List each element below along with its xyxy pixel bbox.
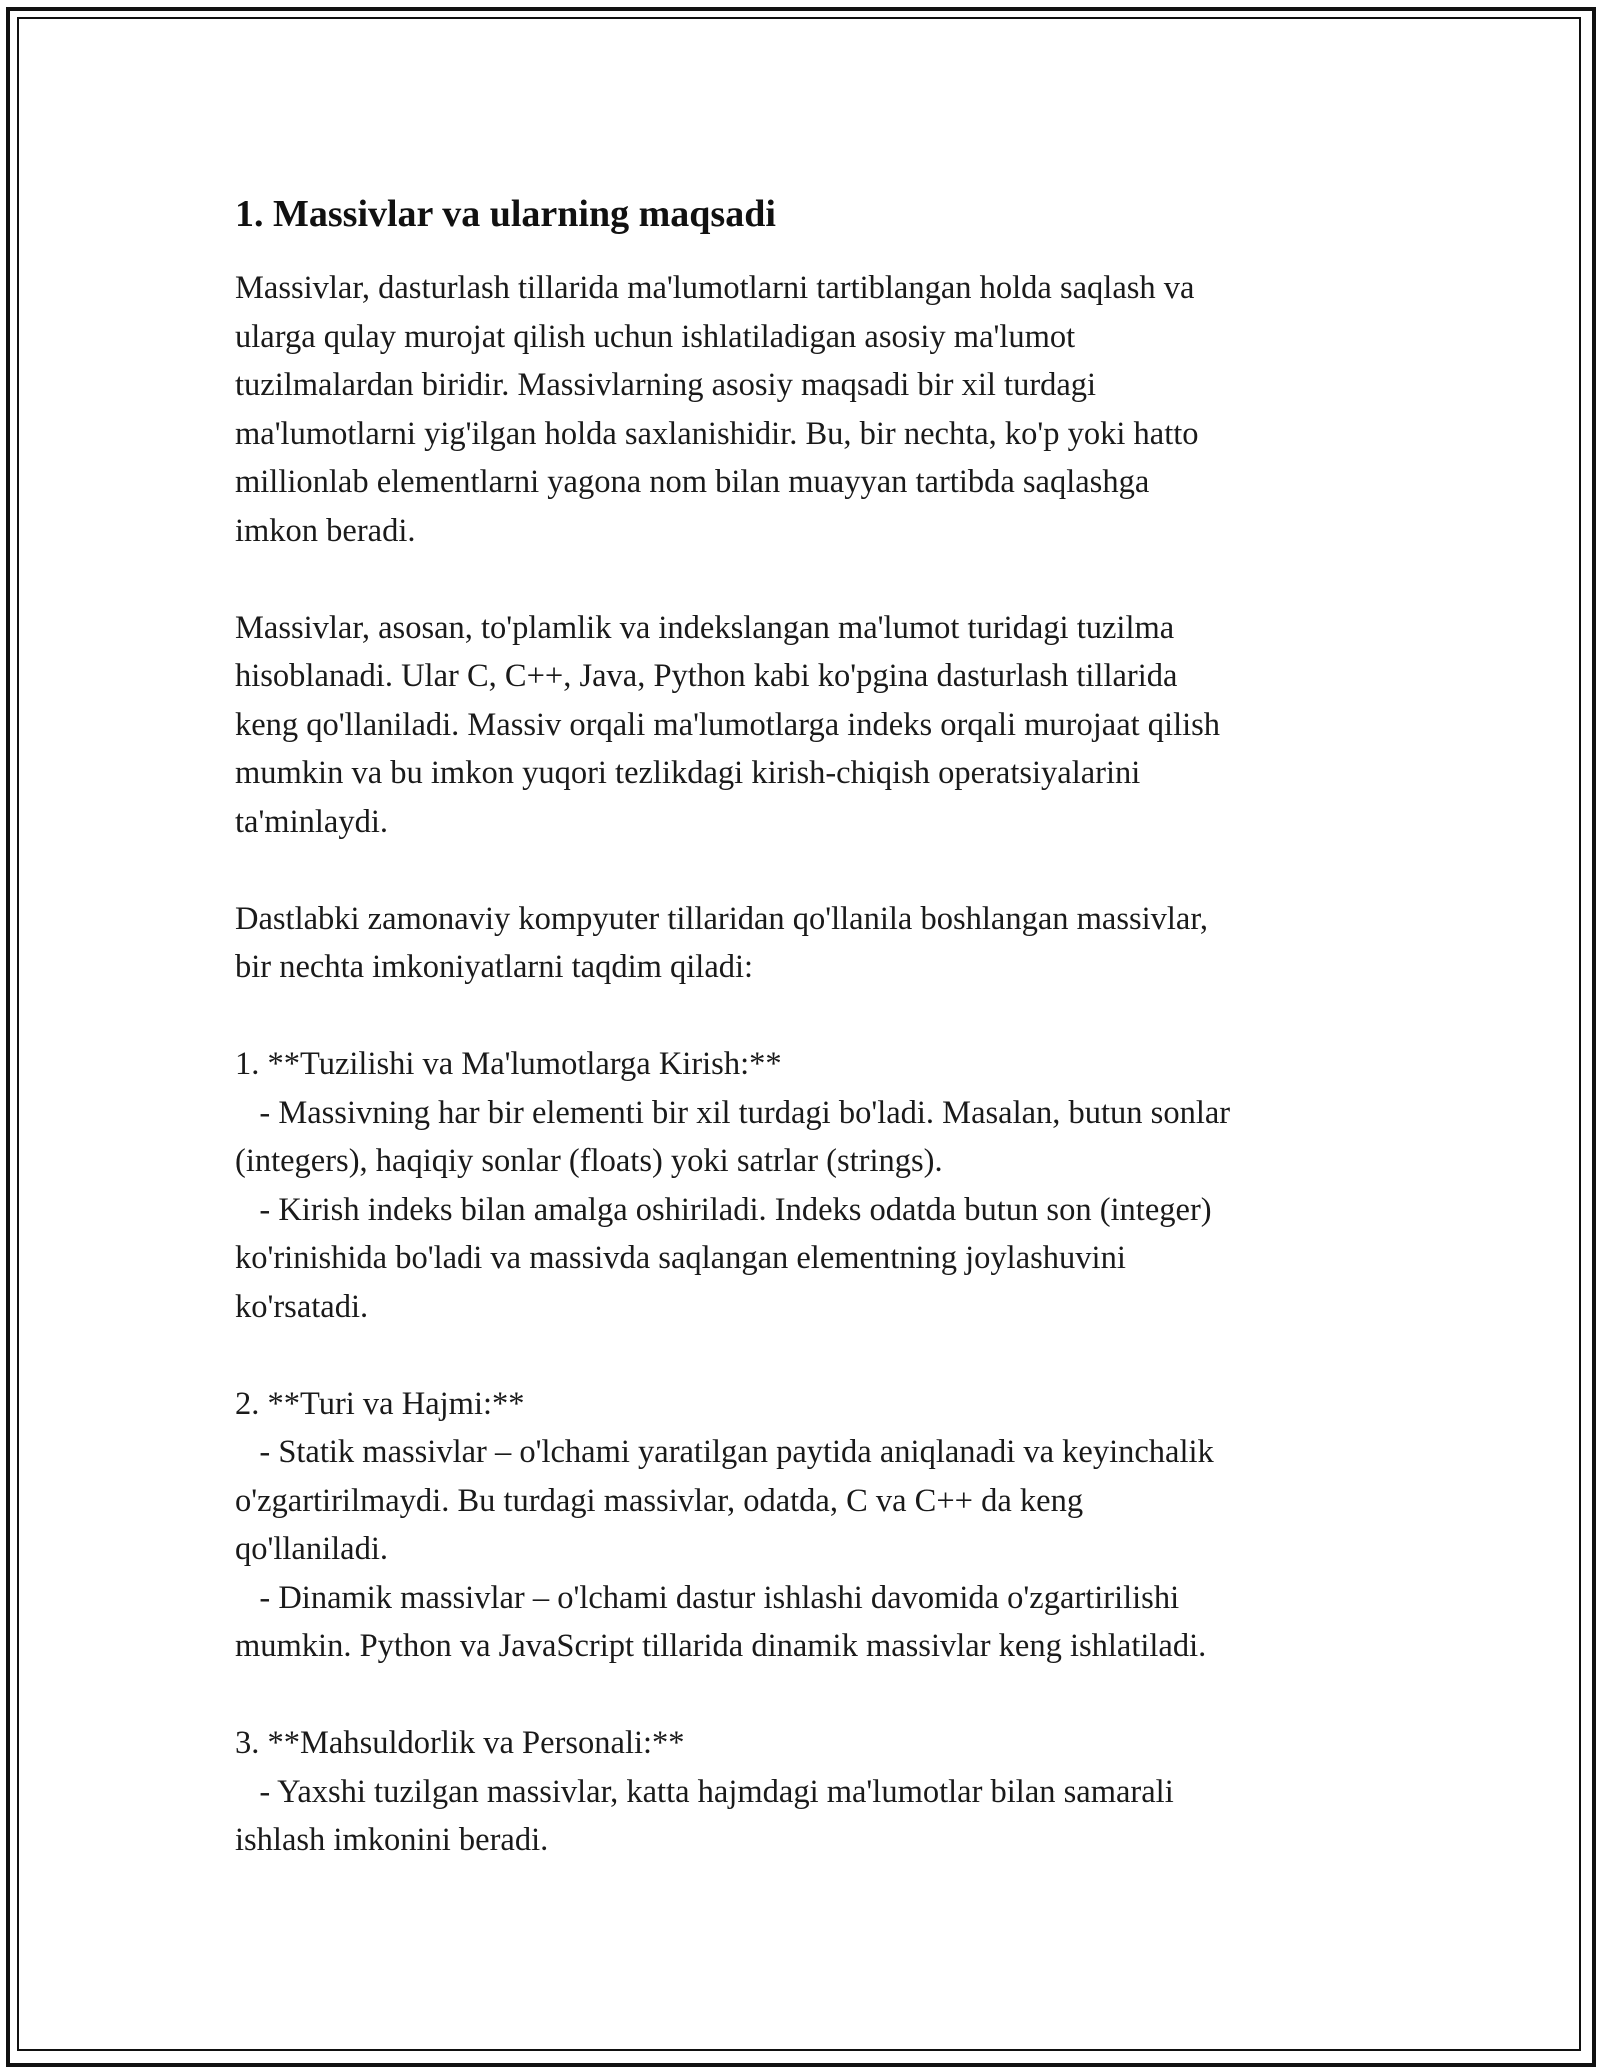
text-line: ko'rsatadi. bbox=[235, 1288, 369, 1325]
text-line: ko'rinishida bo'ladi va massivda saqlangan elementning joylashuvini bbox=[235, 1240, 1126, 1276]
text-line: mumkin va bu imkon yuqori tezlikdagi kirish-chiqish operatsiyalarini bbox=[235, 755, 1141, 791]
list-heading: 3. **Mahsuldorlik va Personali:** bbox=[235, 1725, 685, 1761]
list-item: - Statik massivlar – o'lchami yaratilgan paytida aniqlanadi va keyinchalik bbox=[235, 1434, 1214, 1470]
list-section-2 bbox=[235, 1380, 1385, 1671]
list-heading: 2. **Turi va Hajmi:** bbox=[235, 1385, 525, 1422]
text-line: ishlash imkonini beradi. bbox=[235, 1822, 549, 1858]
text-line: bir nechta imkoniyatlarni taqdim qiladi: bbox=[235, 949, 754, 985]
text-line: hisoblanadi. Ular C, C++, Java, Python kabi ko'pgina dasturlash tillarida bbox=[235, 658, 1178, 694]
paragraph-capabilities bbox=[235, 895, 1385, 992]
list-section-1 bbox=[235, 1040, 1385, 1331]
text-line: ularga qulay murojat qilish uchun ishlatiladigan asosiy ma'lumot bbox=[235, 318, 1076, 355]
text-line: Dastlabki zamonaviy kompyuter tillaridan qo'llanila boshlangan massivlar, bbox=[235, 900, 1209, 937]
text-line: (integers), haqiqiy sonlar (floats) yoki satrlar (strings). bbox=[235, 1143, 943, 1179]
text-line: Massivlar, dasturlash tillarida ma'lumotlarni tartiblangan holda saqlash va bbox=[235, 270, 1195, 306]
paragraph-intro bbox=[235, 264, 1385, 555]
page-title: 1. Massivlar va ularning maqsadi bbox=[235, 193, 776, 235]
text-line: mumkin. Python va JavaScript tillarida dinamik massivlar keng ishlatiladi. bbox=[235, 1628, 1207, 1664]
document-body bbox=[235, 190, 1385, 1865]
text-line: imkon beradi. bbox=[235, 512, 416, 549]
list-item: - Massivning har bir elementi bir xil turdagi bo'ladi. Masalan, butun sonlar bbox=[235, 1094, 1231, 1131]
text-line: ta'minlaydi. bbox=[235, 803, 388, 840]
text-line: tuzilmalardan biridir. Massivlarning asosiy maqsadi bir xil turdagi bbox=[235, 367, 1097, 403]
text-line: qo'llaniladi. bbox=[235, 1531, 388, 1567]
text-line: o'zgartirilmaydi. Bu turdagi massivlar, odatda, C va C++ da keng bbox=[235, 1482, 1084, 1519]
text-line: ma'lumotlarni yig'ilgan holda saxlanishidir. Bu, bir nechta, ko'p yoki hatto bbox=[235, 415, 1199, 452]
text-line: millionlab elementlarni yagona nom bilan muayyan tartibda saqlashga bbox=[235, 464, 1150, 500]
paragraph-structure bbox=[235, 604, 1385, 847]
list-section-3 bbox=[235, 1719, 1385, 1865]
list-item: - Dinamik massivlar – o'lchami dastur ishlashi davomida o'zgartirilishi bbox=[235, 1579, 1180, 1616]
list-heading: 1. **Tuzilishi va Ma'lumotlarga Kirish:** bbox=[235, 1046, 782, 1082]
text-line: Massivlar, asosan, to'plamlik va indekslangan ma'lumot turidagi tuzilma bbox=[235, 609, 1175, 646]
list-item: - Kirish indeks bilan amalga oshiriladi. Indeks odatda butun son (integer) bbox=[235, 1191, 1212, 1228]
text-line: keng qo'llaniladi. Massiv orqali ma'lumotlarga indeks orqali murojaat qilish bbox=[235, 706, 1221, 743]
list-item: - Yaxshi tuzilgan massivlar, katta hajmdagi ma'lumotlar bilan samarali bbox=[235, 1773, 1174, 1810]
